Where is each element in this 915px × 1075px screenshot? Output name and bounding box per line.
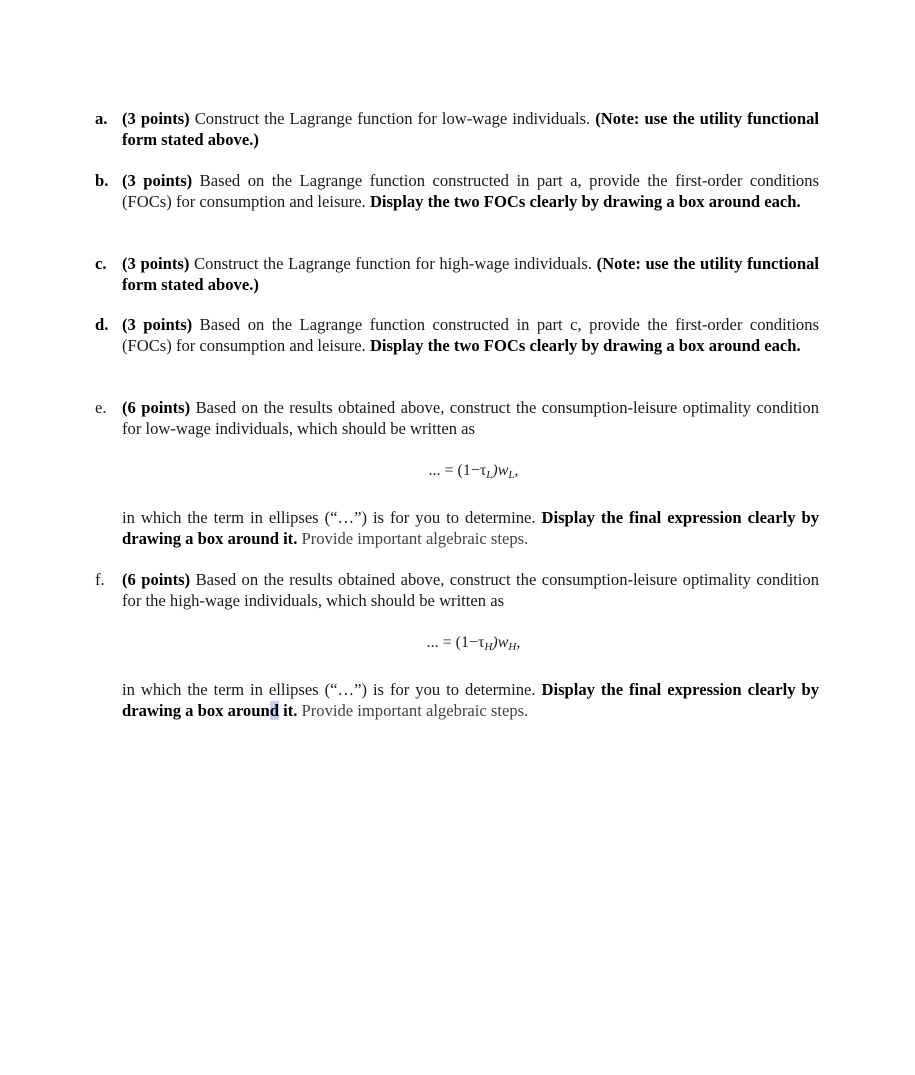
- question-letter: e.: [95, 398, 107, 417]
- question-a: [95, 108, 819, 152]
- question-f: [95, 569, 819, 613]
- question-text: [122, 569, 819, 611]
- text-cursor-selection[interactable]: d: [269, 701, 279, 720]
- followup-body: in which the term in ellipses (“…”) is for you to determine.: [122, 680, 542, 699]
- question-letter: c.: [95, 254, 107, 273]
- followup-text: [122, 507, 819, 549]
- formula-low-wage: ... = $(1-\tau_L)w_L$,: [428, 462, 519, 481]
- points-label: (3 points): [122, 254, 190, 273]
- followup-steps: Provide important algebraic steps.: [297, 529, 529, 548]
- points-label: (3 points): [122, 315, 193, 334]
- question-body: Based on the results obtained above, construct the consumption-leisure optimality condition for the high-wage individuals, which should be written as: [122, 570, 819, 610]
- question-text: [122, 397, 819, 439]
- question-letter: b.: [95, 171, 109, 190]
- points-label: (3 points): [122, 171, 193, 190]
- followup-body: in which the term in ellipses (“…”) is for you to determine.: [122, 508, 542, 527]
- question-e-followup: [95, 507, 819, 551]
- question-b: [95, 170, 819, 234]
- question-text: [122, 108, 819, 150]
- followup-text: [122, 679, 819, 721]
- points-label: (3 points): [122, 109, 190, 128]
- followup-instruction-end: it.: [278, 701, 298, 720]
- question-body: Based on the Lagrange function constructed in part c, provide the first-order conditions (FOCs) for consumption and leisure.: [122, 315, 819, 355]
- question-text: [122, 253, 819, 295]
- question-instruction: Display the two FOCs clearly by drawing a box around each.: [369, 192, 801, 211]
- question-body: Based on the Lagrange function constructed in part a, provide the first-order conditions (FOCs) for consumption and leisure.: [122, 171, 819, 211]
- question-letter: a.: [95, 109, 108, 128]
- question-e: [95, 397, 819, 441]
- points-label: (6 points): [122, 570, 191, 589]
- question-instruction: Display the two FOCs clearly by drawing a box around each.: [369, 336, 801, 355]
- question-note: (Note: use the utility functional form stated above.): [122, 109, 819, 149]
- points-label: (6 points): [122, 398, 191, 417]
- question-c: [95, 253, 819, 297]
- question-body: Construct the Lagrange function for high-wage individuals.: [189, 254, 597, 273]
- question-body: Construct the Lagrange function for low-wage individuals.: [189, 109, 596, 128]
- question-note: (Note: use the utility functional form stated above.): [122, 254, 819, 294]
- followup-instruction: Display the final expression clearly by drawing a box around it.: [122, 508, 819, 548]
- formula-high-wage: ... = $(1-\tau_H)w_H$,: [426, 634, 521, 653]
- question-letter: d.: [95, 315, 109, 334]
- question-letter: f.: [95, 570, 105, 589]
- followup-steps: Provide important algebraic steps.: [297, 701, 529, 720]
- question-body: Based on the results obtained above, construct the consumption-leisure optimality condition for low-wage individuals, which should be written as: [122, 398, 819, 438]
- question-f-followup: [95, 679, 819, 723]
- question-text: [122, 314, 819, 356]
- question-d: [95, 314, 819, 378]
- followup-instruction: Display the final expression clearly by drawing a box aroun: [122, 680, 819, 720]
- question-text: [122, 170, 819, 212]
